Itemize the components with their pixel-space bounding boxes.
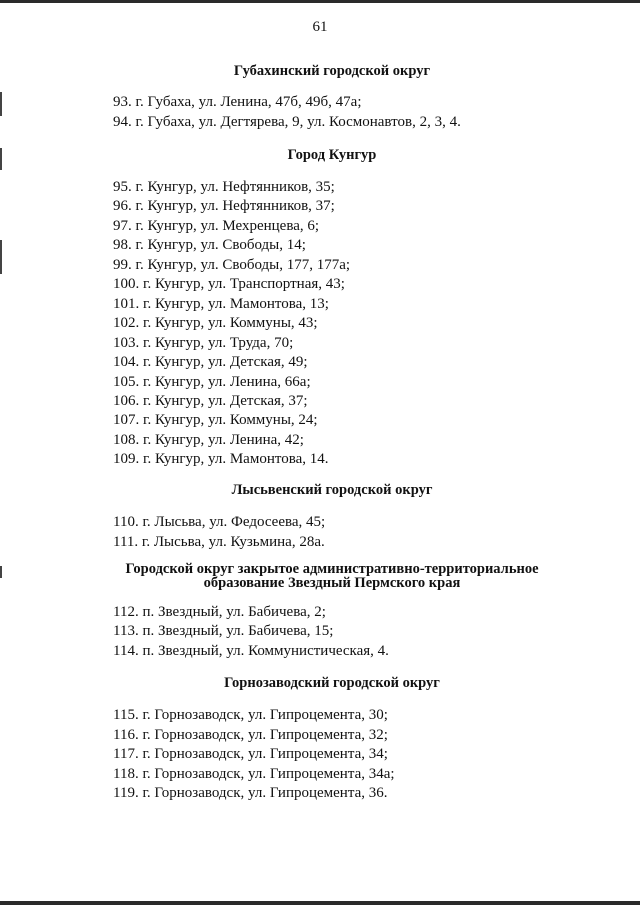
- list-item: 113. п. Звездный, ул. Бабичева, 15;: [113, 623, 334, 639]
- list-item: 107. г. Кунгур, ул. Коммуны, 24;: [113, 412, 318, 428]
- scan-margin-mark: [0, 92, 2, 116]
- list-item: 95. г. Кунгур, ул. Нефтянников, 35;: [113, 179, 335, 195]
- list-item: 105. г. Кунгур, ул. Ленина, 66а;: [113, 374, 311, 390]
- section-heading: Лысьвенский городской округ: [231, 482, 433, 498]
- list-item: 118. г. Горнозаводск, ул. Гипроцемента, 34а;: [113, 766, 395, 782]
- list-item: 117. г. Горнозаводск, ул. Гипроцемента, 34;: [113, 746, 388, 762]
- section-heading: Городской округ закрытое административно-территориальное: [125, 561, 539, 577]
- list-item: 96. г. Кунгур, ул. Нефтянников, 37;: [113, 198, 335, 214]
- list-item: 93. г. Губаха, ул. Ленина, 47б, 49б, 47а;: [113, 94, 362, 110]
- scan-edge-top: [0, 0, 640, 3]
- list-item: 97. г. Кунгур, ул. Мехренцева, 6;: [113, 218, 320, 234]
- list-item: 111. г. Лысьва, ул. Кузьмина, 28а.: [113, 534, 325, 550]
- page-number: 61: [312, 19, 328, 35]
- list-item: 119. г. Горнозаводск, ул. Гипроцемента, 36.: [113, 785, 388, 801]
- list-item: 99. г. Кунгур, ул. Свободы, 177, 177а;: [113, 257, 351, 273]
- list-item: 98. г. Кунгур, ул. Свободы, 14;: [113, 237, 306, 253]
- list-item: 109. г. Кунгур, ул. Мамонтова, 14.: [113, 451, 329, 467]
- scan-margin-mark: [0, 240, 2, 274]
- section-heading: Горнозаводский городской округ: [224, 675, 440, 691]
- list-item: 116. г. Горнозаводск, ул. Гипроцемента, 32;: [113, 727, 388, 743]
- list-item: 106. г. Кунгур, ул. Детская, 37;: [113, 393, 308, 409]
- list-item: 112. п. Звездный, ул. Бабичева, 2;: [113, 604, 326, 620]
- section-heading: образование Звездный Пермского края: [203, 575, 461, 591]
- scan-edge-bottom: [0, 901, 640, 905]
- section-heading: Город Кунгур: [287, 147, 377, 163]
- list-item: 115. г. Горнозаводск, ул. Гипроцемента, 30;: [113, 707, 388, 723]
- list-item: 114. п. Звездный, ул. Коммунистическая, 4.: [113, 643, 389, 659]
- list-item: 104. г. Кунгур, ул. Детская, 49;: [113, 354, 308, 370]
- list-item: 102. г. Кунгур, ул. Коммуны, 43;: [113, 315, 318, 331]
- list-item: 100. г. Кунгур, ул. Транспортная, 43;: [113, 276, 345, 292]
- list-item: 108. г. Кунгур, ул. Ленина, 42;: [113, 432, 304, 448]
- section-heading: Губахинский городской округ: [233, 63, 431, 79]
- list-item: 94. г. Губаха, ул. Дегтярева, 9, ул. Космонавтов, 2, 3, 4.: [113, 114, 461, 130]
- list-item: 110. г. Лысьва, ул. Федосеева, 45;: [113, 514, 326, 530]
- list-item: 101. г. Кунгур, ул. Мамонтова, 13;: [113, 296, 329, 312]
- list-item: 103. г. Кунгур, ул. Труда, 70;: [113, 335, 294, 351]
